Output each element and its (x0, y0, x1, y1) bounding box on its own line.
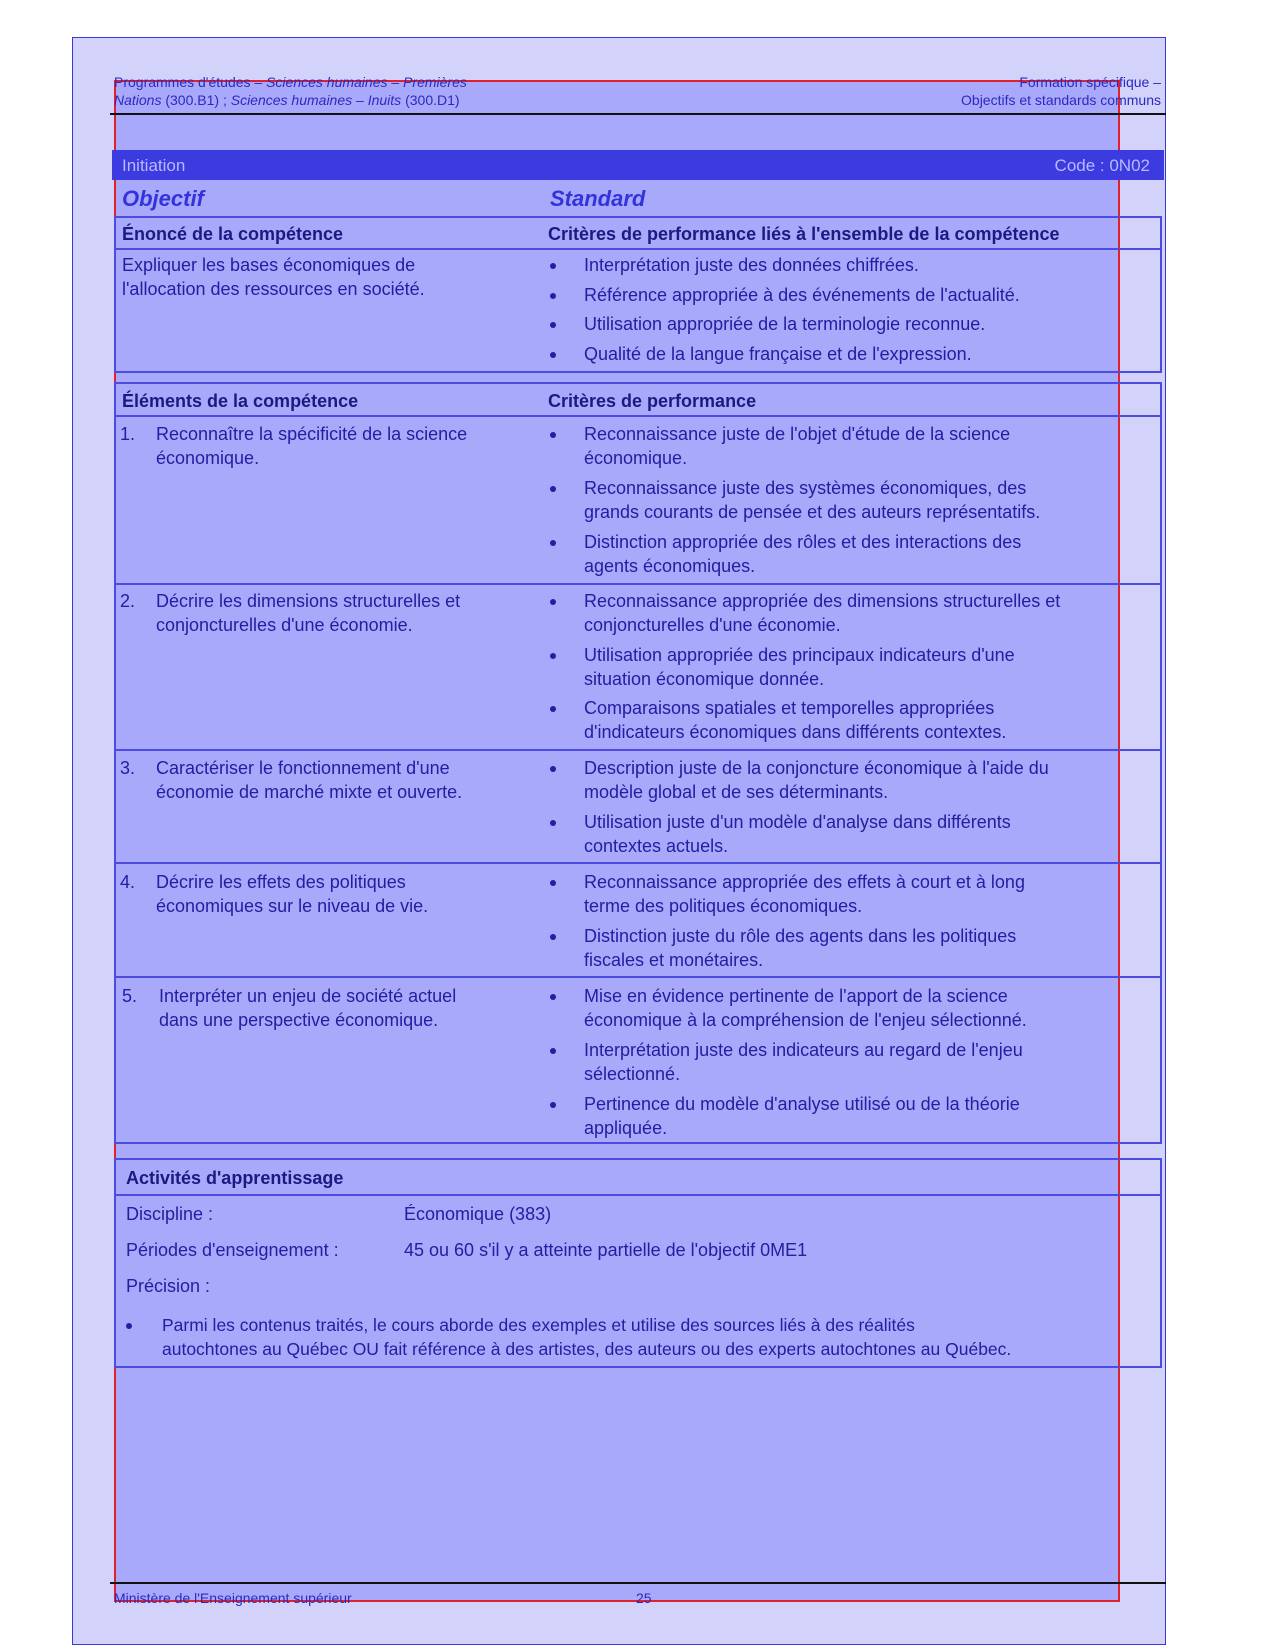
discipline-label: Discipline : (126, 1204, 214, 1224)
criterion-line-2: conjoncturelles d'une économie. (584, 615, 841, 635)
criterion-line-2: terme des politiques économiques. (584, 896, 863, 916)
criterion-line-2: d'indicateurs économiques dans différents contextes. (584, 722, 1007, 742)
running-header-left-2: Nations (300.B1) ; Sciences humaines – Inuits (300.D1) (114, 92, 460, 108)
element-number: 3. (120, 758, 136, 778)
running-header-left-1: Programmes d'études – Sciences humaines – Premières (114, 74, 467, 90)
bullet (550, 432, 556, 438)
criterion-line-2: contextes actuels. (584, 836, 729, 856)
criterion-line-1: Reconnaissance juste des systèmes économiques, des (584, 478, 1027, 498)
bullet (550, 653, 556, 659)
competence-criterion: Référence appropriée à des événements de l'actualité. (584, 285, 1020, 305)
bullet (550, 263, 556, 269)
band-title: Initiation (122, 156, 186, 175)
element-text-line-1: Décrire les dimensions structurelles et (156, 591, 461, 611)
band-code: Code : 0N02 (1054, 156, 1150, 175)
footer-rule (110, 1582, 1166, 1584)
bullet (550, 322, 556, 328)
discipline-value: Économique (383) (404, 1204, 552, 1224)
elements-left-header: Éléments de la compétence (122, 391, 359, 411)
element-text-line-2: économie de marché mixte et ouverte. (156, 782, 463, 802)
element-text-line-1: Décrire les effets des politiques (156, 872, 406, 892)
element-number: 4. (120, 872, 136, 892)
criterion-line-1: Reconnaissance appropriée des dimensions structurelles et (584, 591, 1061, 611)
bullet (550, 766, 556, 772)
bullet (550, 934, 556, 940)
bullet (550, 293, 556, 299)
bullet (550, 994, 556, 1000)
bullet (550, 540, 556, 546)
criterion-line-2: sélectionné. (584, 1064, 681, 1084)
criterion-line-1: Utilisation juste d'un modèle d'analyse dans différents (584, 812, 1011, 832)
precision-line-2: autochtones au Québec OU fait référence à des artistes, des auteurs ou des experts autochtones au Québec. (162, 1339, 1012, 1359)
competence-criterion: Interprétation juste des données chiffrées. (584, 255, 919, 275)
element-text-line-1: Reconnaître la spécificité de la science (156, 424, 468, 444)
criterion-line-1: Pertinence du modèle d'analyse utilisé ou de la théorie (584, 1094, 1020, 1114)
objective-band (112, 150, 1164, 180)
header-rule (110, 113, 1166, 115)
criterion-line-1: Mise en évidence pertinente de l'apport de la science (584, 986, 1008, 1006)
bullet (550, 1102, 556, 1108)
running-header-right-1: Formation spécifique – (1019, 74, 1161, 90)
element-text-line-2: conjoncturelles d'une économie. (156, 615, 413, 635)
element-number: 2. (120, 591, 136, 611)
criterion-line-2: grands courants de pensée et des auteurs représentatifs. (584, 502, 1041, 522)
objectif-label: Objectif (122, 186, 204, 211)
competence-criterion: Qualité de la langue française et de l'expression. (584, 344, 972, 364)
bullet (550, 599, 556, 605)
bullet (550, 1048, 556, 1054)
footer-ministry: Ministère de l'Enseignement supérieur (114, 1590, 352, 1606)
elements-right-header: Critères de performance (548, 391, 757, 411)
criterion-line-1: Distinction juste du rôle des agents dans les politiques (584, 926, 1017, 946)
criterion-line-2: fiscales et monétaires. (584, 950, 764, 970)
bullet (550, 352, 556, 358)
running-header-right-2: Objectifs et standards communs (961, 92, 1161, 108)
element-text-line-2: économiques sur le niveau de vie. (156, 896, 429, 916)
bullet (550, 706, 556, 712)
criterion-line-1: Distinction appropriée des rôles et des interactions des (584, 532, 1022, 552)
competence-right-header: Critères de performance liés à l'ensemble de la compétence (548, 224, 1060, 244)
element-text-line-2: économique. (156, 448, 260, 468)
bullet (550, 820, 556, 826)
bullet (550, 880, 556, 886)
competence-statement-line-1: Expliquer les bases économiques de (122, 255, 416, 275)
criterion-line-2: agents économiques. (584, 556, 756, 576)
element-text-line-1: Caractériser le fonctionnement d'une (156, 758, 450, 778)
criterion-line-1: Reconnaissance juste de l'objet d'étude de la science (584, 424, 1011, 444)
bullet (550, 486, 556, 492)
criterion-line-2: appliquée. (584, 1118, 668, 1138)
criterion-line-1: Utilisation appropriée des principaux indicateurs d'une (584, 645, 1015, 665)
element-text-line-1: Interpréter un enjeu de société actuel (159, 986, 457, 1006)
activities-header: Activités d'apprentissage (126, 1168, 344, 1188)
criterion-line-2: situation économique donnée. (584, 669, 825, 689)
competence-criterion: Utilisation appropriée de la terminologie reconnue. (584, 314, 986, 334)
element-number: 1. (120, 424, 136, 444)
criterion-line-1: Description juste de la conjoncture économique à l'aide du (584, 758, 1049, 778)
criterion-line-1: Reconnaissance appropriée des effets à court et à long (584, 872, 1025, 892)
precision-label: Précision : (126, 1276, 211, 1296)
standard-label: Standard (550, 186, 646, 211)
bullet (126, 1323, 132, 1329)
competence-left-header: Énoncé de la compétence (122, 224, 344, 244)
criterion-line-2: économique. (584, 448, 688, 468)
criterion-line-2: modèle global et de ses déterminants. (584, 782, 889, 802)
element-number: 5. (122, 986, 138, 1006)
competence-statement-line-2: l'allocation des ressources en société. (122, 279, 425, 299)
periods-label: Périodes d'enseignement : (126, 1240, 339, 1260)
criterion-line-1: Comparaisons spatiales et temporelles appropriées (584, 698, 995, 718)
element-text-line-2: dans une perspective économique. (159, 1010, 439, 1030)
criterion-line-2: économique à la compréhension de l'enjeu sélectionné. (584, 1010, 1027, 1030)
page-number: 25 (636, 1590, 652, 1606)
periods-value: 45 ou 60 s'il y a atteinte partielle de l'objectif 0ME1 (404, 1240, 808, 1260)
precision-line-1: Parmi les contenus traités, le cours aborde des exemples et utilise des sources liés à des réalités (162, 1315, 915, 1335)
criterion-line-1: Interprétation juste des indicateurs au regard de l'enjeu (584, 1040, 1023, 1060)
